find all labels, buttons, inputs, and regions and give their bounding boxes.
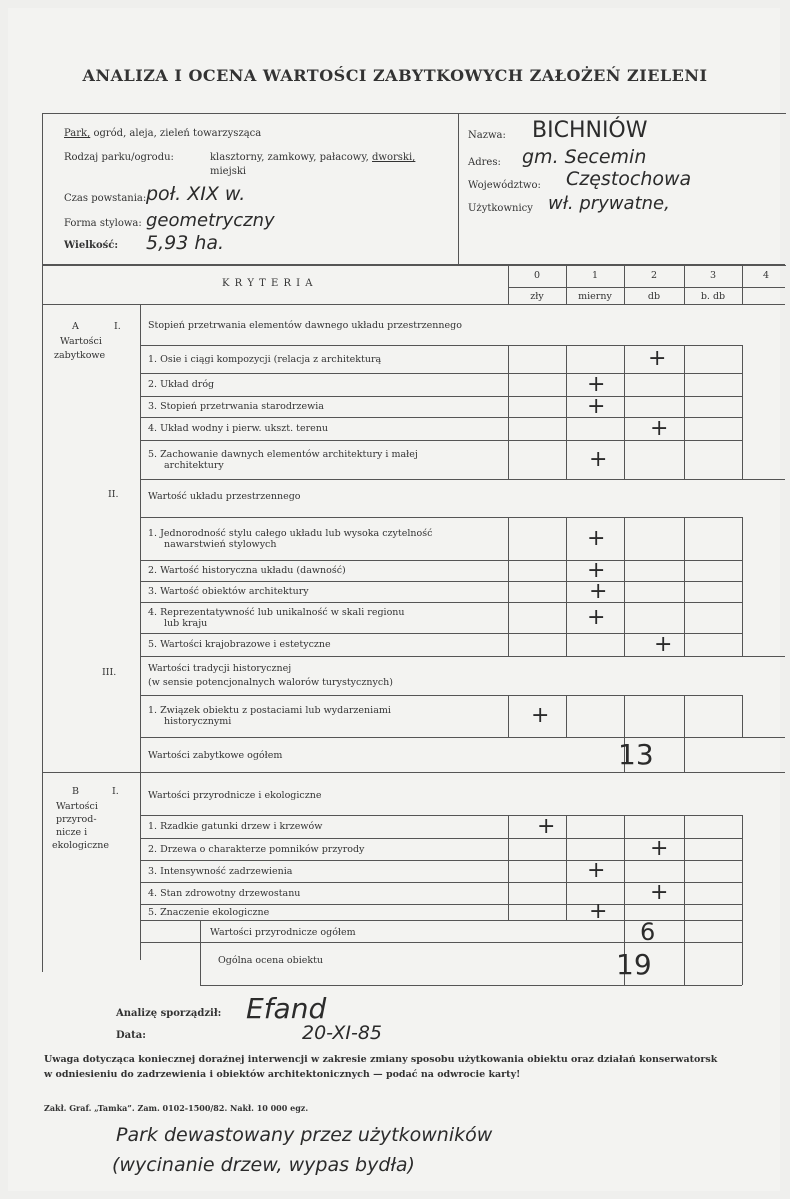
style-label: Forma stylowa: xyxy=(64,218,142,229)
column-head-divider xyxy=(624,264,625,304)
grade-mark: + xyxy=(537,813,556,839)
section-b-label1: Wartości xyxy=(56,801,98,812)
column-head-divider xyxy=(566,264,567,304)
section-b-letter: B xyxy=(72,786,79,797)
section-a-label2: zabytkowe xyxy=(54,350,106,361)
grade-column-line xyxy=(624,517,625,656)
column-number-2: 2 xyxy=(650,270,658,281)
size-value: 5,93 ha. xyxy=(146,232,225,254)
criterion-label: 3. Wartość obiektów architektury xyxy=(148,586,309,597)
column-name-3: b. db xyxy=(700,291,726,302)
criterion-label: 2. Układ dróg xyxy=(148,379,215,390)
group-line xyxy=(140,479,785,480)
group-line xyxy=(140,656,785,657)
table-left-line xyxy=(42,264,43,972)
users-label: Użytkownicy xyxy=(468,203,533,214)
grade-mark: + xyxy=(531,703,550,728)
grade-mark: + xyxy=(587,604,606,630)
grade-column-line xyxy=(566,517,567,656)
table-bottom-line xyxy=(200,985,742,986)
criterion-label: 1. Związek obiektu z postaciami lub wydarzeniami xyxy=(148,705,391,716)
users-value: wł. prywatne, xyxy=(548,193,670,214)
column-number-1: 1 xyxy=(591,270,599,281)
group-iii-roman: III. xyxy=(102,667,117,678)
handwritten-note-2: (wycinanie drzew, wypas bydła) xyxy=(112,1154,415,1176)
signature: Efand xyxy=(246,992,327,1025)
grade-mark: + xyxy=(587,557,606,583)
criterion-label: 1. Osie i ciągi kompozycji (relacja z architekturą xyxy=(148,353,382,365)
criterion-label: 1. Rzadkie gatunki drzew i krzewów xyxy=(148,821,323,832)
style-value: geometryczny xyxy=(146,210,275,231)
grade-mark: + xyxy=(589,899,608,924)
criterion-label-cont: historycznymi xyxy=(164,716,232,727)
row-line xyxy=(140,633,742,634)
created-value: poł. XIX w. xyxy=(146,183,246,205)
table-left-line xyxy=(140,920,141,942)
row-line xyxy=(140,695,742,696)
column-number-3: 3 xyxy=(709,270,717,281)
section-line xyxy=(42,772,785,773)
grade-column-line xyxy=(566,695,567,737)
section-b-roman: I. xyxy=(112,786,119,797)
grade-mark: + xyxy=(648,346,667,371)
grade-column-line xyxy=(742,517,743,656)
park-type-rest: ogród, aleja, zieleń towarzysząca xyxy=(93,128,262,139)
criteria-left-line xyxy=(140,517,141,656)
grade-mark: + xyxy=(587,525,606,551)
header-divider xyxy=(458,113,459,264)
date-label: Data: xyxy=(116,1030,146,1041)
row-line xyxy=(140,815,742,816)
column-name-2: db xyxy=(647,291,661,302)
group-b-title: Wartości przyrodnicze i ekologiczne xyxy=(148,790,322,801)
criterion-label: 4. Reprezentatywność lub unikalność w skali regionu xyxy=(148,606,405,618)
group-iii-title2: (w sensie potencjonalnych walorów turystycznych) xyxy=(148,677,393,688)
name-label: Nazwa: xyxy=(468,130,506,141)
total-heritage-label: Wartości zabytkowe ogółem xyxy=(148,750,283,761)
handwritten-note-1: Park dewastowany przez użytkowników xyxy=(116,1124,493,1146)
total-heritage-value: 13 xyxy=(618,738,654,771)
group-iii-title: Wartości tradycji historycznej xyxy=(148,663,292,674)
park-selected: Park, xyxy=(64,128,91,139)
analysis-label: Analizę sporządził: xyxy=(116,1008,222,1019)
grade-column-line xyxy=(684,695,685,737)
created-label: Czas powstania: xyxy=(64,193,147,204)
grade-column-line xyxy=(742,815,743,920)
criteria-top-line xyxy=(42,264,785,265)
criterion-label-cont: architektury xyxy=(164,459,224,471)
overall-line xyxy=(200,942,742,943)
grade-column-line xyxy=(508,695,509,737)
group-line xyxy=(140,737,785,738)
column-name-1: mierny xyxy=(578,291,612,302)
row-line xyxy=(140,560,742,561)
criteria-heading: K R Y T E R I A xyxy=(222,278,314,289)
criterion-label: 3. Intensywność zadrzewienia xyxy=(148,865,293,877)
printer-line: Zakł. Graf. „Tamka”. Zam. 0102-1500/82. Nakł. 10 000 egz. xyxy=(44,1103,309,1113)
criterion-label-cont: nawarstwień stylowych xyxy=(164,538,277,550)
kind-option-b: dworski, xyxy=(372,152,416,163)
overall-value: 19 xyxy=(616,948,652,981)
name-value: BICHNIÓW xyxy=(532,118,648,143)
criteria-left-line xyxy=(140,345,141,479)
criterion-label: 4. Układ wodny i pierw. ukszt. terenu xyxy=(148,423,328,434)
criterion-label: 5. Znaczenie ekologiczne xyxy=(148,906,270,918)
row-line xyxy=(140,581,742,582)
grade-mark: + xyxy=(587,858,606,883)
criterion-label: 1. Jednorodność stylu całego układu lub wysoka czytelność xyxy=(148,527,433,539)
address-value: gm. Secemin xyxy=(522,146,647,168)
column-head-divider xyxy=(742,264,743,304)
grade-column-line xyxy=(624,695,625,737)
row-line xyxy=(140,373,742,374)
date-value: 20-XI-85 xyxy=(302,1022,383,1044)
grade-column-line xyxy=(742,695,743,737)
page-title: ANALIZA I OCENA WARTOŚCI ZABYTKOWYCH ZAŁOŻEŃ ZIELENI xyxy=(82,66,708,85)
row-line xyxy=(140,517,742,518)
criterion-label: 3. Stopień przetrwania starodrzewia xyxy=(148,401,324,412)
criterion-label: 2. Drzewa o charakterze pomników przyrody xyxy=(148,843,365,855)
grade-column-line xyxy=(566,345,567,479)
grade-column-line xyxy=(684,345,685,479)
column-head-divider xyxy=(684,264,685,304)
grade-column-line xyxy=(742,345,743,479)
grade-mark: + xyxy=(587,371,606,397)
grade-column-line xyxy=(684,517,685,656)
grade-mark: + xyxy=(650,415,669,441)
park-kind-option-c: miejski xyxy=(210,166,247,177)
section-a-label1: Wartości xyxy=(60,336,102,347)
kind-option-a: klasztorny, zamkowy, pałacowy, xyxy=(210,152,369,163)
section-a-roman: I. xyxy=(114,321,121,332)
grade-column-line xyxy=(508,345,509,479)
criterion-label: 2. Wartość historyczna układu (dawność) xyxy=(148,565,346,576)
section-b-label4: ekologiczne xyxy=(52,840,110,851)
criteria-left-line xyxy=(140,695,141,737)
column-number-0: 0 xyxy=(533,270,541,281)
grade-column-line xyxy=(624,345,625,479)
column-number-4: 4 xyxy=(762,270,770,281)
address-label: Adres: xyxy=(468,157,501,168)
grade-mark: + xyxy=(654,631,673,657)
criterion-label: 5. Wartości krajobrazowe i estetyczne xyxy=(148,639,331,650)
total-nature-label: Wartości przyrodnicze ogółem xyxy=(210,927,356,938)
size-label: Wielkość: xyxy=(64,240,119,251)
grade-mark: + xyxy=(589,578,608,604)
group-line xyxy=(42,304,785,305)
park-type-line xyxy=(64,128,261,139)
notice-line-2: w odniesieniu do zadrzewienia i obiektów architektonicznych — podać na odwrocie karty! xyxy=(44,1069,521,1080)
colnum-line xyxy=(508,287,785,288)
park-kind-options xyxy=(210,152,415,163)
group-ii-roman: II. xyxy=(108,489,119,500)
criterion-label: 4. Stan zdrowotny drzewostanu xyxy=(148,887,301,899)
park-kind-label: Rodzaj parku/ogrodu: xyxy=(64,152,174,163)
group-i-title: Stopień przetrwania elementów dawnego układu przestrzennego xyxy=(148,320,462,331)
voivodeship-value: Częstochowa xyxy=(566,168,692,190)
row-line xyxy=(140,396,742,397)
totals-col-line xyxy=(684,920,685,985)
overall-right-line xyxy=(742,920,743,985)
overall-label: Ogólna ocena obiektu xyxy=(218,955,324,966)
grade-column-line xyxy=(508,517,509,656)
overall-left-line xyxy=(200,920,201,985)
grade-mark: + xyxy=(650,880,669,905)
grade-mark: + xyxy=(650,836,669,861)
group-ii-title: Wartość układu przestrzennego xyxy=(148,491,301,502)
column-head-divider xyxy=(508,264,509,304)
total-nature-value: 6 xyxy=(640,918,656,946)
voivodeship-label: Województwo: xyxy=(468,180,541,191)
section-a-letter: A xyxy=(72,321,79,332)
grade-mark: + xyxy=(589,446,608,472)
totals-col-line xyxy=(684,737,685,772)
section-b-label2: przyrod- xyxy=(56,814,97,825)
column-name-0: zły xyxy=(530,291,544,302)
section-b-label3: nicze i xyxy=(56,827,88,838)
row-line xyxy=(140,602,742,603)
notice-line-1: Uwaga dotycząca koniecznej doraźnej interwencji w zakresie zmiany sposobu użytkowania obiektu oraz działań konserwatorsk xyxy=(44,1054,718,1065)
grade-mark: + xyxy=(587,393,606,419)
criterion-label-cont: lub kraju xyxy=(164,617,208,629)
criterion-label: 5. Zachowanie dawnych elementów architektury i małej xyxy=(148,448,418,460)
